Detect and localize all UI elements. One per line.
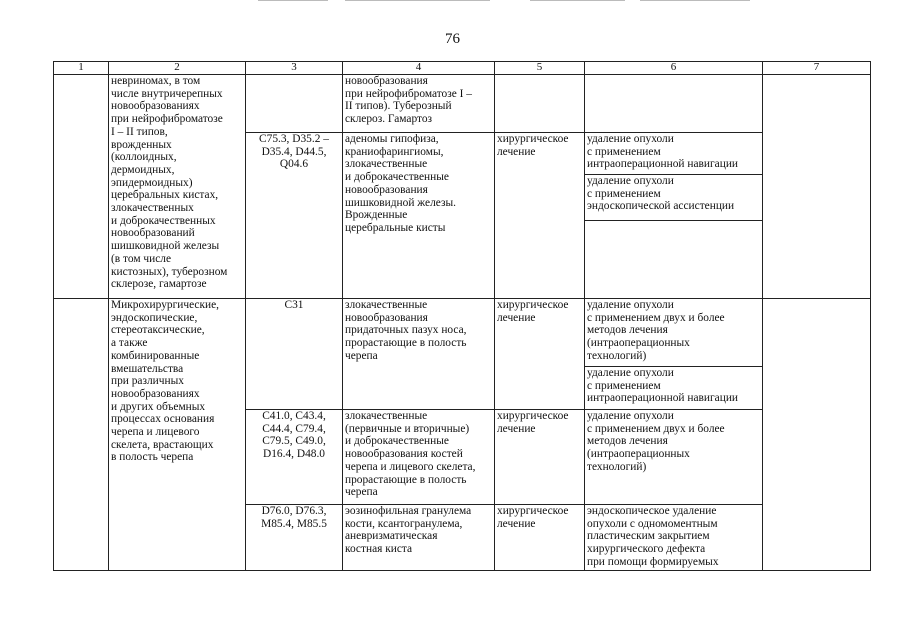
- cell-diagnosis-group: невриномах, в том числе внутричерепных новообразованиях при нейрофиброматозе I – II типов, врожденных (коллоидных, дермоидных, эпидермоидных) церебральных кистах, злокачественных и доброкачественных новообразований шишковидной железы (в том числе кистозных), туберозном склерозе, гамартозе: [109, 75, 246, 299]
- cell-treatment: хирургическое лечение: [495, 505, 585, 571]
- cell-treatment: хирургическое лечение: [495, 410, 585, 505]
- header-col-6: 6: [585, 62, 763, 75]
- cell-col1: [54, 75, 109, 299]
- cell-treatment: хирургическое лечение: [495, 133, 585, 299]
- cell-codes: C75.3, D35.2 – D35.4, D44.5, Q04.6: [246, 133, 343, 299]
- column-number-row: [54, 62, 871, 75]
- cell-disease: злокачественные (первичные и вторичные) и доброкачественные новообразования костей черепа и лицевого скелета, прорастающие в полость черепа: [343, 410, 495, 505]
- cell-method: удаление опухоли с применением интраоперационной навигации: [585, 133, 763, 175]
- procedures-table: [53, 61, 871, 571]
- header-col-3: 3: [246, 62, 343, 75]
- cell-col7: [763, 299, 871, 571]
- header-col-2: 2: [109, 62, 246, 75]
- cell-col1: [54, 299, 109, 571]
- table-row: [54, 299, 871, 367]
- cell-method: [585, 75, 763, 133]
- cell-disease: аденомы гипофиза, краниофарингиомы, злокачественные и доброкачественные новообразования шишковидной железы. Врожденные церебральные кисты: [343, 133, 495, 299]
- cell-codes: C31: [246, 299, 343, 410]
- cell-codes: C41.0, C43.4, C44.4, C79.4, C79.5, C49.0, D16.4, D48.0: [246, 410, 343, 505]
- header-col-5: 5: [495, 62, 585, 75]
- page-number: 76: [445, 31, 460, 47]
- top-rule-far-right: [640, 0, 750, 1]
- cell-codes: D76.0, D76.3, M85.4, M85.5: [246, 505, 343, 571]
- cell-method: удаление опухоли с применением двух и более методов лечения (интраоперационных технологий): [585, 299, 763, 367]
- cell-treatment: хирургическое лечение: [495, 299, 585, 410]
- top-rule-left: [258, 0, 328, 1]
- cell-method: удаление опухоли с применением эндоскопической ассистенции: [585, 175, 763, 221]
- cell-method-empty: [585, 221, 763, 299]
- header-col-7: 7: [763, 62, 871, 75]
- top-rule-right: [530, 0, 625, 1]
- cell-treatment: [495, 75, 585, 133]
- cell-codes: [246, 75, 343, 133]
- table-row: [54, 75, 871, 133]
- cell-method: удаление опухоли с применением двух и более методов лечения (интраоперационных технологий): [585, 410, 763, 505]
- header-col-1: 1: [54, 62, 109, 75]
- cell-diagnosis-group: Микрохирургические, эндоскопические, стереотаксические, а также комбинированные вмешательства при различных новообразованиях и других объемных процессах основания черепа и лицевого скелета, врастающих в полость черепа: [109, 299, 246, 571]
- header-col-4: 4: [343, 62, 495, 75]
- cell-method: эндоскопическое удаление опухоли с одномоментным пластическим закрытием хирургического дефекта при помощи формируемых: [585, 505, 763, 571]
- cell-disease: новообразования при нейрофиброматозе I – II типов). Туберозный склероз. Гамартоз: [343, 75, 495, 133]
- cell-disease: эозинофильная гранулема кости, ксантогранулема, аневризматическая костная киста: [343, 505, 495, 571]
- cell-disease: злокачественные новообразования придаточных пазух носа, прорастающие в полость черепа: [343, 299, 495, 410]
- top-rule-mid: [345, 0, 490, 1]
- cell-method: удаление опухоли с применением интраоперационной навигации: [585, 367, 763, 410]
- cell-col7: [763, 75, 871, 299]
